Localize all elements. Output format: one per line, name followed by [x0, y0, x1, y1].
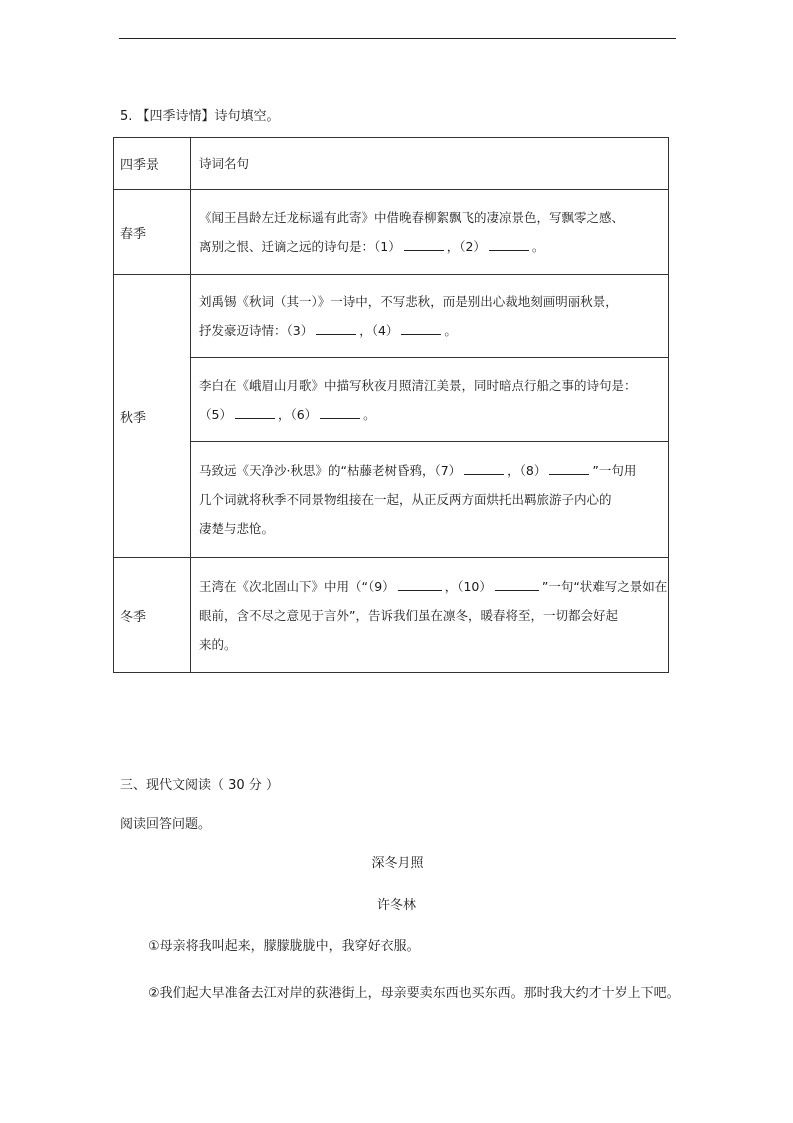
paragraph-2: ②我们起大早准备去江对岸的荻港街上，母亲要卖东西也买东西。那时我大约才十岁上下吧。 [148, 986, 680, 1001]
autumn-row2-line1: 李白在《峨眉山月歌》中描写秋夜月照清江美景，同时暗点行船之事的诗句是： [199, 377, 637, 393]
winter-line1 [199, 572, 668, 601]
reading-instruction: 阅读回答问题。 [120, 817, 212, 832]
winter-label: 冬季 [114, 558, 191, 673]
autumn2-text-c: 。 [363, 406, 376, 422]
section-title: 三、现代文阅读（ 30 分 ） [120, 778, 279, 793]
autumn3-text-c: ”一句用 [592, 463, 637, 478]
winter-line2: 眼前，含不尽之意见于言外”，告诉我们虽在凛冬，暖春将至，一切都会好起 [199, 607, 618, 623]
spring-text-b: ，（2） [446, 239, 486, 254]
header-season: 四季景 [114, 138, 191, 190]
blank-3[interactable] [316, 320, 356, 335]
article-title: 深冬月照 [371, 856, 424, 871]
winter-text-c: ”一句“状难写之景如在 [541, 578, 668, 594]
article-author: 许冬林 [376, 898, 416, 913]
spring-line2 [199, 232, 668, 261]
blank-7[interactable] [464, 460, 504, 475]
winter-text-a: 王湾在《次北固山下》中用（“（9） [199, 578, 395, 594]
spring-text-a: 离别之恨、迁谪之远的诗句是：（1） [199, 239, 401, 254]
autumn1-text-c: 。 [444, 323, 457, 338]
blank-6[interactable] [320, 404, 360, 419]
autumn-row-2 [114, 358, 669, 442]
autumn-row-3 [114, 442, 669, 558]
autumn3-text-b: ，（8） [507, 463, 547, 478]
autumn2-text-b: ，（6） [277, 406, 318, 422]
autumn-row1-line2 [199, 316, 668, 345]
question-title: 5. 【四季诗情】诗句填空。 [120, 109, 280, 124]
autumn2-text-a: （5） [199, 406, 232, 422]
spring-label: 春季 [114, 190, 191, 275]
blank-1[interactable] [404, 236, 444, 251]
autumn-row-1 [114, 275, 669, 358]
header-rule [119, 38, 676, 39]
spring-line1: 《闻王昌龄左迁龙标遥有此寄》中借晚春柳絮飘飞的凄凉景色，写飘零之感、 [199, 210, 625, 225]
autumn1-text-a: 抒发豪迈诗情：（3） [199, 323, 314, 338]
blank-5[interactable] [235, 404, 275, 419]
autumn-label: 秋季 [114, 275, 191, 558]
spring-text-c: 。 [531, 239, 545, 254]
blank-9[interactable] [398, 576, 442, 591]
blank-10[interactable] [495, 576, 539, 591]
blank-2[interactable] [489, 236, 529, 251]
winter-text-b: ，（10） [444, 578, 492, 594]
poem-table [113, 137, 669, 673]
paragraph-1: ①母亲将我叫起来，朦朦胧胧中，我穿好衣服。 [148, 939, 420, 954]
blank-4[interactable] [401, 320, 441, 335]
autumn-row3-line1 [199, 456, 668, 485]
autumn-row3-line2: 几个词就将秋季不同景物组接在一起，从正反两方面烘托出羁旅游子内心的 [199, 492, 612, 507]
spring-row [114, 190, 669, 275]
blank-8[interactable] [549, 460, 589, 475]
winter-line3: 来的。 [199, 636, 237, 652]
winter-row [114, 558, 669, 673]
autumn1-text-b: ，（4） [359, 323, 399, 338]
autumn-content-1 [191, 275, 669, 358]
autumn-content-3 [191, 442, 669, 558]
autumn-row1-line1: 刘禹锡《秋词（其一）》一诗中，不写悲秋，而是别出心裁地刻画明丽秋景， [199, 294, 618, 309]
autumn-row3-line3: 凄楚与悲怆。 [199, 521, 275, 536]
header-poem: 诗词名句 [191, 138, 669, 190]
table-header-row [114, 138, 669, 190]
autumn3-text-a: 马致远《天净沙·秋思》的“枯藤老树昏鸦，（7） [199, 463, 462, 478]
autumn-content-2 [191, 358, 669, 442]
spring-content [191, 190, 669, 275]
winter-content [191, 558, 669, 673]
autumn-row2-line2 [199, 400, 668, 429]
